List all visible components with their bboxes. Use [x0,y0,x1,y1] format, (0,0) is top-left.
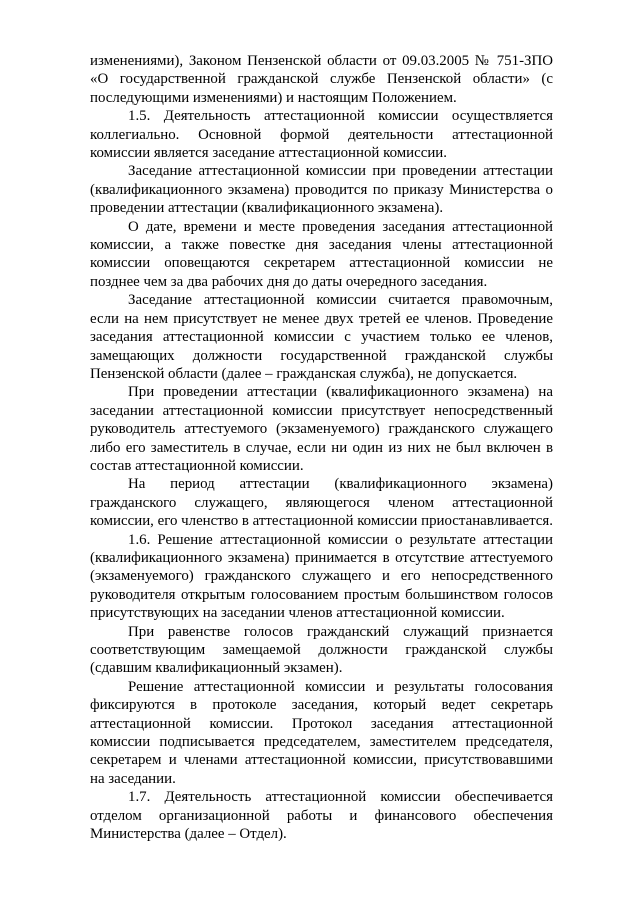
paragraph-protocol: Решение аттестационной комиссии и результаты голосования фиксируются в протоколе заседания, который ведет секретарь аттестационной комиссии. Протокол заседания аттестационной комиссии подписывается председателем, заместителем председателя, секретарем и членами аттестационной комиссии, присутствовавшими на заседании. [90,678,553,787]
paragraph-1-7: 1.7. Деятельность аттестационной комиссии обеспечивается отделом организационной работы и финансового обеспечения Министерства (далее – Отдел). [90,789,553,843]
paragraph-equal-votes: При равенстве голосов гражданский служащий признается соответствующим замещаемой должности гражданской службы (сдавшим квалификационный экзамен). [90,623,553,677]
paragraph-quorum: Заседание аттестационной комиссии считается правомочным, если на нем присутствует не менее двух третей ее членов. Проведение заседания аттестационной комиссии с участием только ее членов, замещающих должности государственной гражданской службы Пензенской области (далее – гражданская служба), не допускается. [90,292,553,382]
paragraph-1-6: 1.6. Решение аттестационной комиссии о результате аттестации (квалификационного экзамена) принимается в отсутствие аттестуемого (экзаменуемого) гражданского служащего и его непосредственного руководителя открытым голосованием простым большинством голосов присутствующих на заседании членов аттестационной комиссии. [90,531,553,622]
paragraph-1-5: 1.5. Деятельность аттестационной комиссии осуществляется коллегиально. Основной формой деятельности аттестационной комиссии является заседание аттестационной комиссии. [90,108,553,162]
document-body [90,52,553,843]
paragraph-meeting-notice: О дате, времени и месте проведения заседания аттестационной комиссии, а также повестке дня заседания члены аттестационной комиссии оповещаются секретарем аттестационной комиссии не позднее чем за два рабочих дня до даты очередного заседания. [90,218,553,290]
paragraph-meeting-order: Заседание аттестационной комиссии при проведении аттестации (квалификационного экзамена) проводится по приказу Министерства о проведении аттестации (квалификационного экзамена). [90,163,553,217]
paragraph-membership-suspension: На период аттестации (квалификационного экзамена) гражданского служащего, являющегося членом аттестационной комиссии, его членство в аттестационной комиссии приостанавливается. [90,476,553,530]
paragraph-supervisor-presence: При проведении аттестации (квалификационного экзамена) на заседании аттестационной комиссии присутствует непосредственный руководитель аттестуемого (экзаменуемого) гражданского служащего либо его заместитель в случае, если ни один из них не был включен в состав аттестационной комиссии. [90,384,553,474]
paragraph-intro-continuation: изменениями), Законом Пензенской области от 09.03.2005 № 751-ЗПО «О государственной гражданской службе Пензенской области» (с последующими изменениями) и настоящим Положением. [90,53,553,106]
